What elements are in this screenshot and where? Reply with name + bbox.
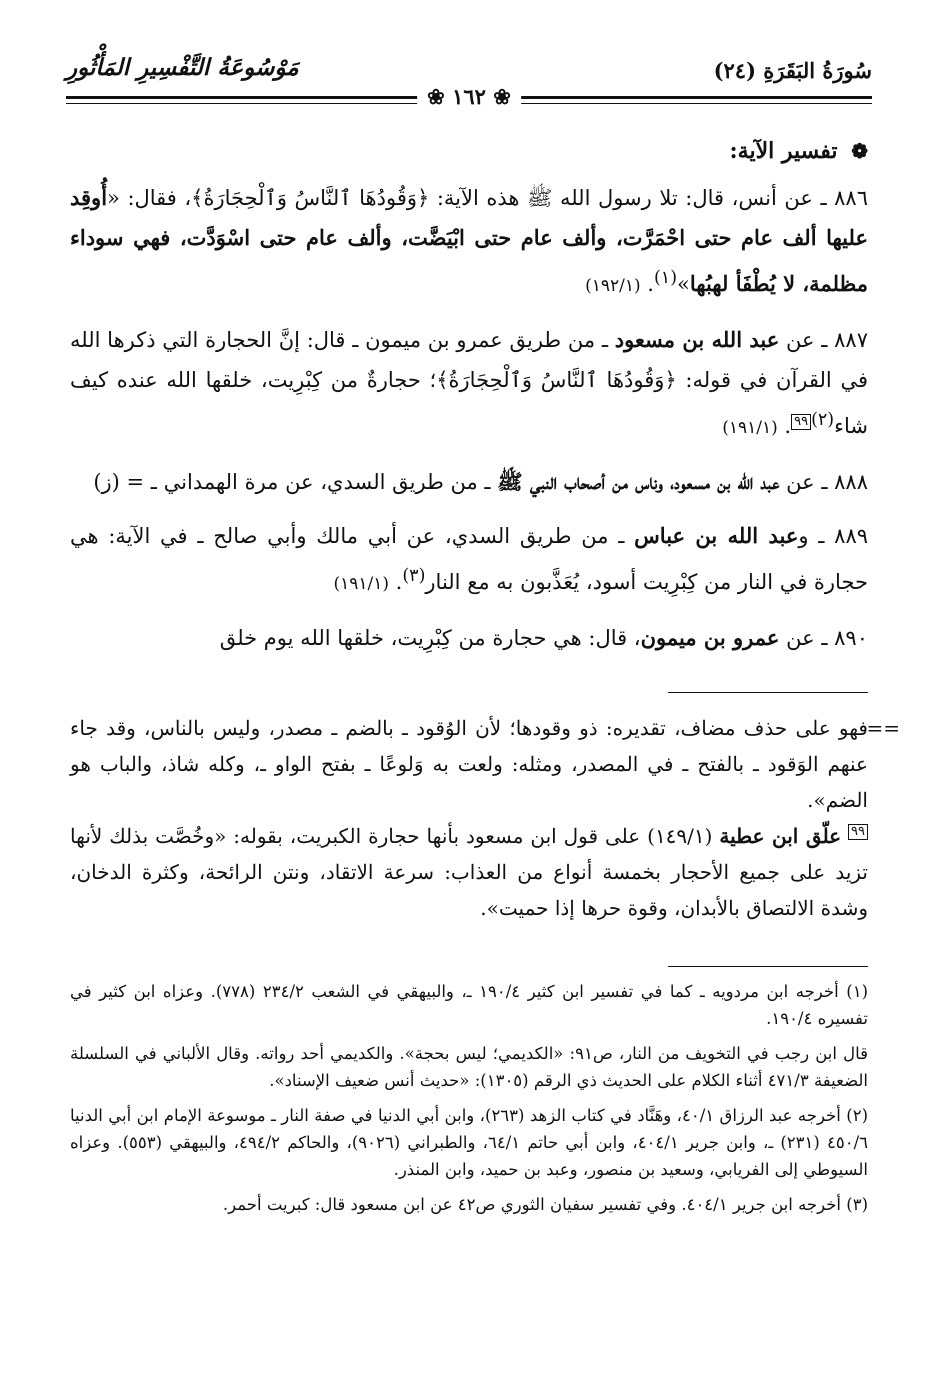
- ornament-icon: ❀: [493, 84, 511, 109]
- entry-886: ٨٨٦ ـ عن أنس، قال: تلا رسول الله ﷺ هذه الآية: ﴿وَقُودُهَا ٱلنَّاسُ وَٱلْحِجَارَةُ﴾، فقال: «أُوقِد عليها ألف عام حتى احْمَرَّت، وألف عام حتى ابْيَضَّت، وألف عام حتى اسْوَدَّت، فهي سوداء مظلمة، لا يُطْفَأ لهبُها»$^{(١)}$. (١٩٢/١): [70, 185, 868, 296]
- surah-title: سُورَةُ البَقَرَةِ (٢٤): [713, 58, 872, 83]
- continuation-mark: ==: [866, 716, 900, 740]
- footnote-separator: [668, 966, 868, 967]
- footnote-3: (٣) أخرجه ابن جرير ٤٠٤/١. وفي تفسير سفيان الثوري ص٤٢ عن ابن مسعود قال: كبريت أحمر.: [222, 1195, 868, 1214]
- entry-889: ٨٨٩ ـ وعبد الله بن عباس ـ من طريق السدي، عن أبي مالك وأبي صالح ـ في الآية: هي حجارة في النار من كِبْرِيت أسود، يُعَذَّبون به مع النار$^{(٣)}$. (١٩١/١): [70, 523, 869, 594]
- commentary-box-ref[interactable]: ٩٩: [791, 414, 811, 430]
- entry-887: ٨٨٧ ـ عن عبد الله بن مسعود ـ من طريق عمرو بن ميمون ـ قال: إنَّ الحجارة التي ذكرها الله في القرآن في قوله: ﴿وَقُودُهَا ٱلنَّاسُ وَٱلْحِجَارَةُ﴾؛ حجارةٌ من كِبْرِيت، خلقها الله عنده كيف شاء$^{(٢)}$٩٩. (١٩١/١): [70, 327, 868, 438]
- commentary-box-label: ٩٩: [848, 824, 868, 840]
- commentary-para-99: ٩٩ علّق ابن عطية (١٤٩/١) على قول ابن مسعود بأنها حجارة الكبريت، بقوله: «وخُصَّت بذلك لأنها تزيد على جميع الأحجار بخمسة أنواع من العذاب: سرعة الاتقاد، ونتن الرائحة، وكثرة الدخان، وشدة الالتصاق بالأبدان، وقوة حرها إذا حميت».: [70, 824, 868, 920]
- separator-rule: [668, 692, 868, 693]
- footnote-1: (١) أخرجه ابن مردويه ـ كما في تفسير ابن كثير ١٩٠/٤ ـ، والبيهقي في الشعب ٢٣٤/٢ (٧٧٨). وعزاه ابن كثير في تفسيره ١٩٠/٤.: [70, 982, 868, 1028]
- entry-888: ٨٨٨ ـ عن عبد الله بن مسعود، وناس من أصحاب النبي ﷺ ـ من طريق السدي، عن مرة الهمداني ـ = (ز): [93, 469, 868, 494]
- footnote-2: (٢) أخرجه عبد الرزاق ٤٠/١، وهَنَّاد في كتاب الزهد (٢٦٣)، وابن أبي الدنيا في صفة النار ـ موسوعة الإمام ابن أبي الدنيا ٤٥٠/٦ (٢٣١) ـ، وابن جرير ٤٠٤/١، وابن أبي حاتم ٦٤/١، والطبراني (٩٠٢٦)، والحاكم ٤٩٤/٢، والبيهقي (٥٥٣). وعزاه السيوطي إلى الفريابي، وسعيد بن منصور، وعبد بن حميد، وابن المنذر.: [70, 1106, 869, 1179]
- ornament-icon: ❀: [427, 84, 445, 109]
- volume-ref: (١٩٢/١): [585, 276, 641, 296]
- section-title: [730, 138, 868, 164]
- commentary-notes: [70, 710, 900, 926]
- footnotes: [70, 978, 868, 1226]
- entry-890: ٨٩٠ ـ عن عمرو بن ميمون، قال: هي حجارة من كِبْرِيت، خلقها الله يوم خلق: [219, 625, 868, 650]
- footnote-1-note: قال ابن رجب في التخويف من النار، ص٩١: «الكديمي؛ ليس بحجة». والكديمي أحد رواته. وقال الألباني في السلسلة الضعيفة ٤٧١/٣ أثناء الكلام على الحديث ذي الرقم (١٣٠٥): «حديث أنس ضعيف الإسناد».: [70, 1044, 868, 1090]
- book-title: مَوْسُوعَةُ التَّفْسِيرِ المَأْثُورِ: [66, 54, 299, 81]
- page-number: [417, 84, 521, 109]
- page-header: [66, 48, 872, 109]
- volume-ref: (١٩١/١): [333, 574, 389, 594]
- commentary-para: فهو على حذف مضاف، تقديره: ذو وقودها؛ لأن الوُقود ـ بالضم ـ مصدر، وليس بالناس، وقد جاء عنهم الوَقود ـ بالفتح ـ في المصدر، ومثله: ولعت به وَلوعًا ـ بفتح الواو ـ، وكله شاذ، والباب هو الضم».: [70, 716, 868, 812]
- volume-ref: (١٩١/١): [722, 418, 778, 438]
- section-title-text: تفسير الآية:: [729, 138, 838, 164]
- flower-icon: ❁: [851, 139, 868, 163]
- main-text: [70, 178, 868, 672]
- page-number-text: ١٦٢: [452, 84, 486, 109]
